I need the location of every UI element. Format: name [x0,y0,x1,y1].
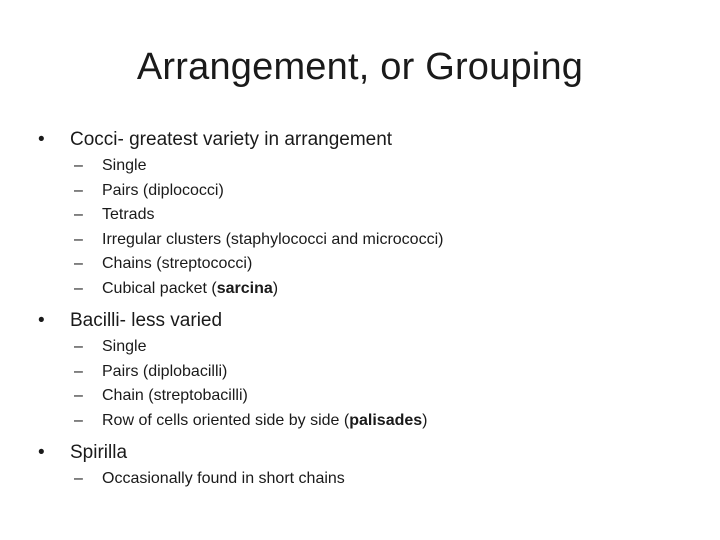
bullet-text: Bacilli- less varied [70,310,223,331]
slide-title: Arrangement, or Grouping [136,46,584,88]
list-item [38,335,698,360]
bullet-bacilli [38,307,698,335]
bacilli-sublist [38,335,698,433]
list-item-text: Single [102,338,147,355]
list-item-text: Tetrads [102,206,155,223]
list-item-text: Pairs (diplobacilli) [102,362,228,380]
bullet-spirilla [38,439,698,467]
bullet-cocci [38,126,698,154]
list-item [38,277,698,302]
list-item [38,252,698,277]
cocci-sublist [38,154,698,301]
dash-icon: – [74,470,83,487]
dash-icon: – [74,206,83,223]
bullet-text: Cocci- greatest variety in arrangement [70,129,393,150]
dash-icon: – [74,387,83,404]
spirilla-sublist [38,467,698,492]
list-item-text: Single [102,157,147,174]
dash-icon: – [74,338,83,355]
list-item [38,203,698,228]
list-item [38,179,698,204]
list-item-text: Chains (streptococci) [102,255,253,272]
bullet-dot-icon: • [38,310,45,331]
list-item-text: Chain (streptobacilli) [102,387,248,404]
dash-icon: – [74,230,83,248]
list-item [38,409,698,434]
dash-icon: – [74,362,83,380]
list-item [38,228,698,253]
bullet-dot-icon: • [38,129,45,150]
list-item-text-post: ) [272,279,279,297]
slide-content [38,126,698,498]
list-item [38,360,698,385]
bullet-text: Spirilla [70,442,128,463]
dash-icon: – [74,255,83,272]
dash-icon: – [74,157,83,174]
dash-icon: – [74,181,83,199]
list-item [38,384,698,409]
list-item-text-post: ) [422,411,428,429]
list-item-text-pre: Row of cells oriented side by side ( [102,411,350,429]
list-item [38,467,698,492]
bullet-dot-icon: • [38,442,45,463]
dash-icon: – [74,411,83,429]
list-item-text: Occasionally found in short chains [102,470,345,487]
list-item-text-bold: sarcina [216,279,273,297]
list-item-text: Irregular clusters (staphylococci and micrococci) [102,230,444,248]
list-item [38,154,698,179]
list-item-text-bold: palisades [349,411,423,429]
dash-icon: – [74,279,83,297]
list-item-text-pre: Cubical packet ( [102,279,217,297]
list-item-text: Pairs (diplococci) [102,181,224,199]
